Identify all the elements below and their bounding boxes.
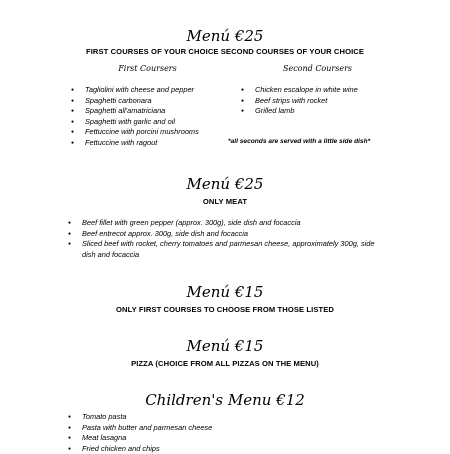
list-item: ● Spaghetti all'amatriciana (71, 106, 241, 117)
list-item: ● Grilled lamb (241, 106, 401, 117)
list-item: ● Spaghetti with garlic and oil (71, 117, 241, 128)
menu-2-subtitle: ONLY MEAT (202, 197, 248, 206)
list-item: ● Beef entrecot approx. 300g, side dish and focaccia (68, 229, 386, 240)
list-item: ● Meat lasagna (68, 433, 318, 444)
meat-menu-list (68, 218, 386, 260)
second-courses-header: Second Coursers (282, 64, 352, 73)
list-item: ● Chicken escalope in white wine (241, 85, 401, 96)
list-item: ● Pasta with butter and parmesan cheese (68, 423, 318, 434)
list-item: ● Fried chicken and chips (68, 444, 318, 454)
menu-1-title: Menú €25 (186, 27, 264, 45)
menu-3-subtitle: ONLY FIRST COURSES TO CHOOSE FROM THOSE LISTED (116, 305, 334, 314)
list-item: ● Tomato pasta (68, 412, 318, 423)
first-courses-list (71, 85, 241, 149)
first-courses-header: First Coursers (118, 64, 177, 73)
side-dish-note: *all seconds are served with a little side dish* (228, 138, 371, 145)
children-menu-title: Children's Menu €12 (145, 391, 305, 409)
list-item: ● Tagliolini with cheese and pepper (71, 85, 241, 96)
menu-2-title: Menú €25 (186, 175, 264, 193)
menu-3-title: Menú €15 (186, 283, 264, 301)
menu-4-title: Menú €15 (186, 337, 264, 355)
list-item: ● Fettuccine with porcini mushrooms (71, 127, 241, 138)
menu-4-subtitle: PIZZA (CHOICE FROM ALL PIZZAS ON THE MENU) (131, 359, 319, 368)
menu-1-subtitle: FIRST COURSES OF YOUR CHOICE SECOND COURSES OF YOUR CHOICE (85, 47, 365, 56)
children-menu-list (68, 412, 318, 454)
list-item: ● Beef fillet with green pepper (approx. 300g), side dish and focaccia (68, 218, 386, 229)
list-item: ● Fettuccine with ragout (71, 138, 241, 149)
list-item: ● Beef strips with rocket (241, 96, 401, 107)
list-item: ● Sliced beef with rocket, cherry tomatoes and parmesan cheese, approximately 300g, side dish and focaccia (68, 239, 386, 260)
list-item: ● Spaghetti carbonara (71, 96, 241, 107)
second-courses-list (241, 85, 401, 117)
